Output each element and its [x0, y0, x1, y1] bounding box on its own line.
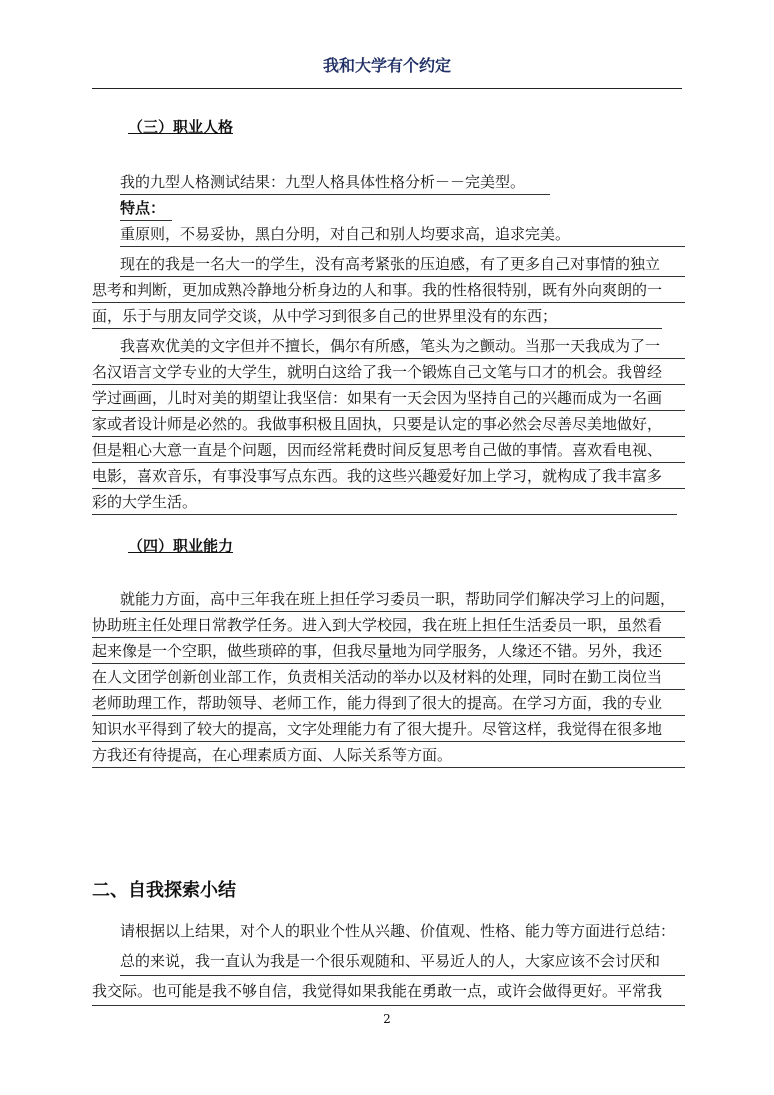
- para3-line-5: 老师助理工作，帮助领导、老师工作，能力得到了很大的提高。在学习方面，我的专业: [92, 690, 685, 716]
- para2-line-4: 家或者设计师是必然的。我做事积极且固执，只要是认定的事必然会尽善尽美地做好，: [92, 411, 685, 437]
- para3-line-1: 就能力方面，高中三年我在班上担任学习委员一职，帮助同学们解决学习上的问题，: [120, 586, 685, 612]
- features-label: 特点：: [120, 195, 172, 221]
- para2-line-7: 彩的大学生活。: [92, 489, 677, 515]
- para2-line-5: 但是粗心大意一直是个问题，因而经常耗费时间反复思考自己做的事情。喜欢看电视、: [92, 437, 685, 463]
- header-title: 我和大学有个约定: [322, 56, 451, 75]
- page-header: [92, 50, 682, 89]
- para2-line-2: 名汉语言文学专业的大学生，就明白这给了我一个锻炼自己文笔与口才的机会。我曾经: [92, 359, 685, 385]
- para2-line-6: 电影，喜欢音乐，有事没事写点东西。我的这些兴趣爱好加上学习，就构成了我丰富多: [92, 463, 685, 489]
- para1-line-1: 现在的我是一名大一的学生，没有高考紧张的压迫感，有了更多自己对事情的独立: [120, 251, 685, 277]
- para2-line-1: 我喜欢优美的文字但并不擅长，偶尔有所感，笔头为之颤动。当那一天我成为了一: [120, 333, 685, 359]
- para3-line-6: 知识水平得到了较大的提高，文字处理能力有了很大提升。尽管这样，我觉得在很多地: [92, 716, 685, 742]
- para3-line-2: 协助班主任处理日常教学任务。进入到大学校园，我在班上担任生活委员一职，虽然看: [92, 612, 685, 638]
- page-number: 2: [383, 1012, 391, 1026]
- features-line: 重原则，不易妥协，黑白分明，对自己和别人均要求高，追求完美。: [120, 221, 685, 247]
- para3-line-3: 起来像是一个空职，做些琐碎的事，但我尽量地为同学服务，人缘还不错。另外，我还: [92, 638, 685, 664]
- para1-line-2: 思考和判断，更加成熟冷静地分析身边的人和事。我的性格很特别，既有外向爽朗的一: [92, 277, 685, 303]
- para2-line-3: 学过画画，儿时对美的期望让我坚信：如果有一天会因为坚持自己的兴趣而成为一名画: [92, 385, 685, 411]
- document-body: [92, 110, 685, 768]
- para3-line-7: 方我还有待提高，在心理素质方面、人际关系等方面。: [92, 742, 685, 768]
- summary-title: 二、自我探索小结: [92, 880, 236, 901]
- section3-heading: （三）职业人格: [128, 118, 234, 136]
- personality-result-line: 我的九型人格测试结果：九型人格具体性格分析－－完美型。: [120, 169, 550, 195]
- para1-line-3: 面，乐于与朋友同学交谈，从中学习到很多自己的世界里没有的东西；: [92, 303, 662, 329]
- summary-line-1: 总的来说，我一直认为我是一个很乐观随和、平易近人的人，大家应该不会讨厌和: [120, 946, 685, 976]
- summary-body: [92, 916, 685, 1006]
- summary-line-2: 我交际。也可能是我不够自信，我觉得如果我能在勇敢一点，或许会做得更好。平常我: [92, 976, 685, 1006]
- summary-prompt: 请根据以上结果，对个人的职业个性从兴趣、价值观、性格、能力等方面进行总结：: [120, 922, 676, 940]
- section4-heading: （四）职业能力: [128, 537, 234, 555]
- para3-line-4: 在人文团学创新创业部工作，负责相关活动的举办以及材料的处理，同时在勤工岗位当: [92, 664, 685, 690]
